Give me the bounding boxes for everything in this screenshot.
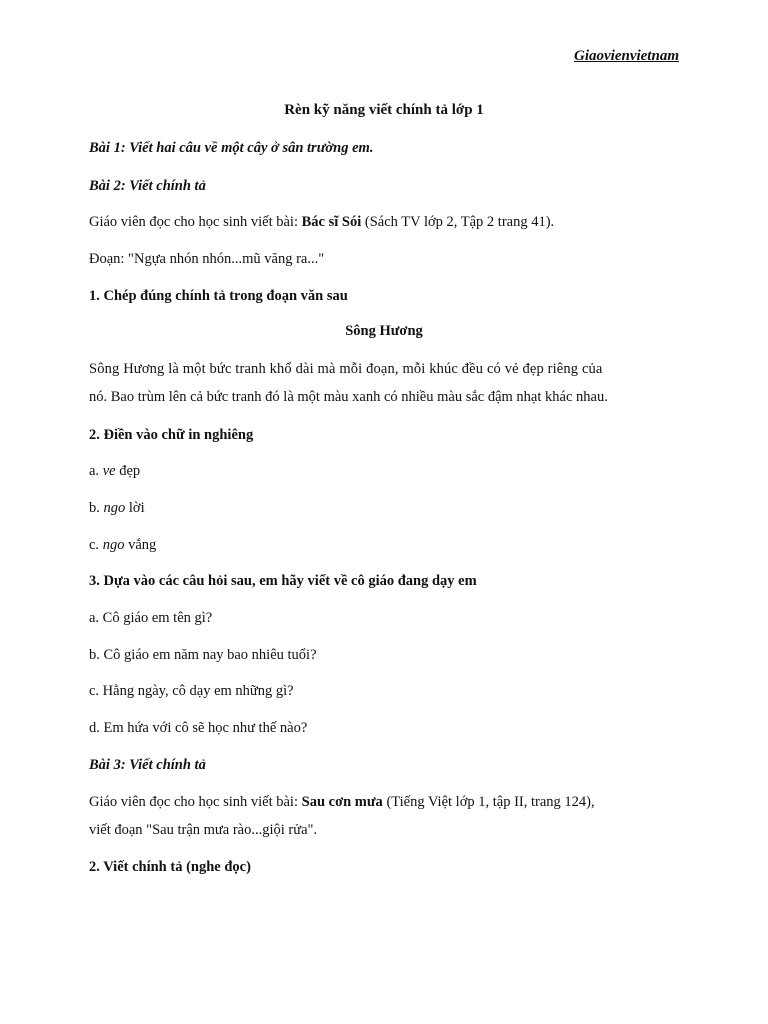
bai2-intro-title: Bác sĩ Sói bbox=[301, 214, 362, 230]
fill-item-word: ngo bbox=[102, 537, 125, 553]
question-item: c. Hằng ngày, cô dạy em những gì? bbox=[89, 683, 294, 699]
bai3-intro bbox=[89, 793, 595, 811]
question-item: b. Cô giáo em năm nay bao nhiêu tuổi? bbox=[89, 647, 317, 663]
bai3-intro-suffix: (Tiếng Việt lớp 1, tập II, trang 124), bbox=[382, 794, 595, 810]
fill-item-word: ve bbox=[102, 463, 116, 479]
task2-heading: 2. Điền vào chữ in nghiêng bbox=[89, 427, 254, 443]
question-item: a. Cô giáo em tên gì? bbox=[89, 610, 213, 626]
bai2-intro-prefix: Giáo viên đọc cho học sinh viết bài: bbox=[89, 214, 302, 230]
passage-line-2: nó. Bao trùm lên cả bức tranh đó là một màu xanh có nhiều màu sắc đậm nhạt khác nhau. bbox=[89, 389, 608, 405]
fill-item-suffix: đẹp bbox=[115, 463, 141, 479]
site-label: Giaovienvietnam bbox=[574, 48, 679, 64]
bai3-heading: Bài 3: Viết chính tả bbox=[89, 757, 206, 773]
bai2-excerpt: Đoạn: "Ngựa nhón nhón...mũ văng ra..." bbox=[89, 251, 325, 267]
fill-item-word: ngo bbox=[103, 500, 126, 516]
fill-item bbox=[89, 536, 156, 554]
passage-title: Sông Hương bbox=[345, 323, 423, 339]
bai2-heading: Bài 2: Viết chính tả bbox=[89, 178, 206, 194]
fill-item-suffix: vắng bbox=[124, 537, 157, 553]
bai3-intro-title: Sau cơn mưa bbox=[301, 794, 383, 810]
fill-item bbox=[89, 499, 145, 517]
bai3-intro-line-2: viết đoạn "Sau trận mưa rào...giội rửa". bbox=[89, 822, 318, 838]
question-item: d. Em hứa với cô sẽ học như thế nào? bbox=[89, 720, 308, 736]
document-title: Rèn kỹ năng viết chính tả lớp 1 bbox=[284, 102, 484, 118]
passage-line-1: Sông Hương là một bức tranh khổ dài mà mỗi đoạn, mỗi khúc đều có vẻ đẹp riêng của bbox=[89, 361, 603, 377]
fill-item-prefix: c. bbox=[89, 537, 103, 553]
fill-item bbox=[89, 462, 140, 480]
fill-item-prefix: a. bbox=[89, 463, 103, 479]
task1-heading: 1. Chép đúng chính tả trong đoạn văn sau bbox=[89, 288, 348, 304]
fill-item-prefix: b. bbox=[89, 500, 104, 516]
bai1-heading: Bài 1: Viết hai câu về một cây ở sân trường em. bbox=[89, 140, 374, 156]
fill-item-suffix: lời bbox=[125, 500, 145, 516]
bai3-task2-heading: 2. Viết chính tả (nghe đọc) bbox=[89, 859, 251, 875]
bai3-intro-prefix: Giáo viên đọc cho học sinh viết bài: bbox=[89, 794, 302, 810]
bai2-intro bbox=[89, 213, 554, 231]
task3-heading: 3. Dựa vào các câu hỏi sau, em hãy viết về cô giáo đang dạy em bbox=[89, 573, 477, 589]
bai2-intro-suffix: (Sách TV lớp 2, Tập 2 trang 41). bbox=[361, 214, 555, 230]
